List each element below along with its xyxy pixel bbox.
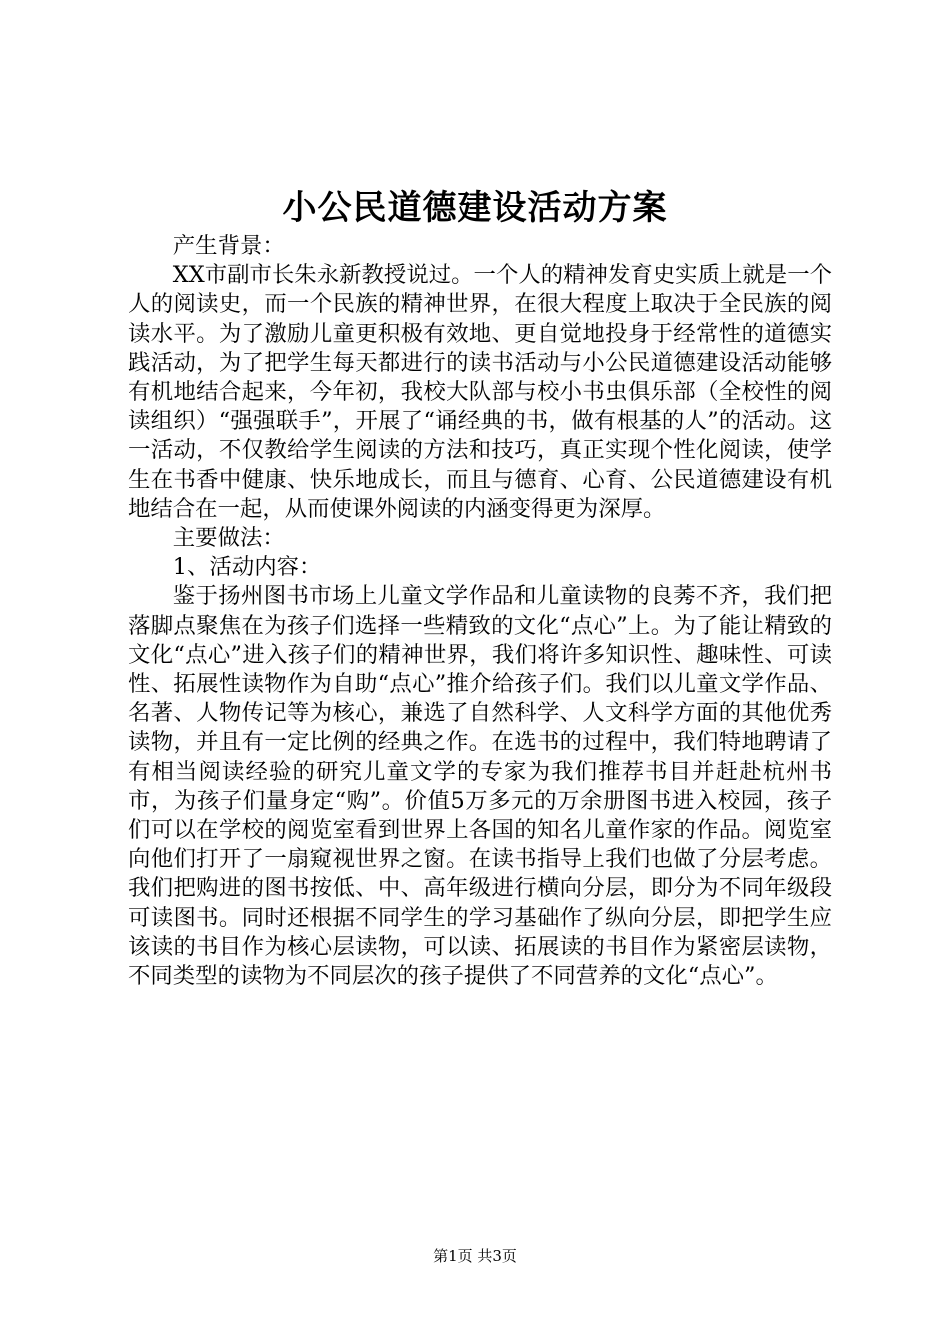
paragraph-activity-content-heading: 1、活动内容： — [172, 554, 322, 581]
paragraph-methods-heading: 主要做法： — [172, 525, 285, 552]
page-footer: 第1页 共3页 — [433, 1247, 517, 1265]
paragraph-activity-content-text: 鉴于扬州图书市场上儿童文学作品和儿童读物的良莠不齐，我们把落脚点聚焦在为孩子们选择一些精致的文化“点心”上。为了能让精致的文化“点心”进入孩子们的精神世界，我们将许多知识性、趣味性、可读性、拓展性读物作为自助“点心”推介给孩子们。我们以儿童文学作品、名著、人物传记等为核心，兼选了自然科学、人文科学方面的其他优秀读物，并且有一定比例的经典之作。在选书的过程中，我们特地聘请了有相当阅读经验的研究儿童文学的专家为我们推荐书目并赶赴杭州书市，为孩子们量身定“购”。价值5万多元的万余册图书进入校园，孩子们可以在学校的阅览室看到世界上各国的知名儿童作家的作品。阅览室向他们打开了一扇窥视世界之窗。在读书指导上我们也做了分层考虑。我们把购进的图书按低、中、高年级进行横向分层，即分为不同年级段可读图书。同时还根据不同学生的学习基础作了纵向分层，即把学生应该读的书目作为核心层读物，可以读、拓展读的书目作为紧密层读物，不同类型的读物为不同层次的孩子提供了不同营养的文化“点心”。 — [128, 583, 832, 990]
paragraph-background-text: XX市副市长朱永新教授说过。一个人的精神发育史实质上就是一个人的阅读史，而一个民族的精神世界，在很大程度上取决于全民族的阅读水平。为了激励儿童更积极有效地、更自觉地投身于经常性的道德实践活动，为了把学生每天都进行的读书活动与小公民道德建设活动能够有机地结合起来，今年初，我校大队部与校小书虫俱乐部（全校性的阅读组织）“强强联手”，开展了“诵经典的书，做有根基的人”的活动。这一活动，不仅教给学生阅读的方法和技巧，真正实现个性化阅读，使学生在书香中健康、快乐地成长，而且与德育、心育、公民道德建设有机地结合在一起，从而使课外阅读的内涵变得更为深厚。 — [128, 262, 832, 522]
document-title: 小公民道德建设活动方案 — [282, 188, 668, 228]
document-body — [128, 232, 832, 991]
paragraph-background-heading: 产生背景： — [172, 233, 285, 259]
